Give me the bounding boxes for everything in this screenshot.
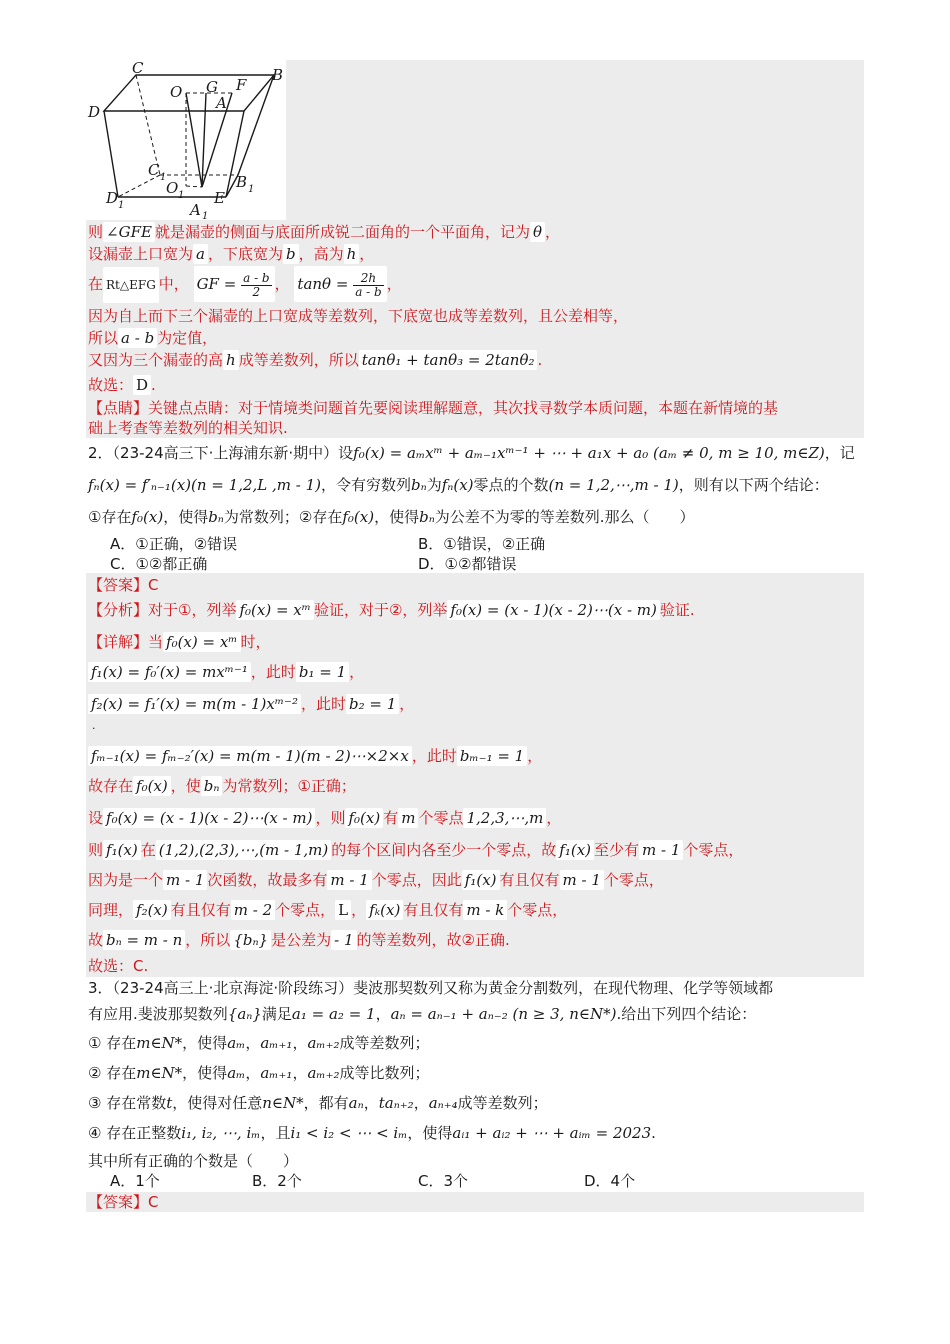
q2-detail-line6: 设 f₀(x) = (x - 1)(x - 2)⋯(x - m) ，则 f₀(x) 有 m 个零点 1,2,3,⋯,m ，	[88, 809, 562, 827]
q2-line1: 2．（23-24高三下·上海浦东新·期中）设f₀(x) = aₘxᵐ + aₘ₋₁xᵐ⁻¹ + ⋯ + a₁x + a₀ (aₘ ≠ 0, m ≥ 10, m∈Z)，记	[88, 444, 855, 462]
label-B1: B	[236, 173, 248, 191]
q3-statement-2: ② 存在m∈N*，使得aₘ，aₘ₊₁，aₘ₊₂成等比数列；	[88, 1064, 430, 1082]
label-G: G	[206, 78, 218, 96]
q2-option-a: A．①正确，②错误	[110, 535, 238, 553]
solution1-line1: 则 ∠GFE 就是漏壶的侧面与底面所成锐二面角的一个平面角，记为 θ ，	[88, 223, 560, 241]
q3-question: 其中所有正确的个数是（ ）	[88, 1152, 299, 1170]
q3-statement-1: ① 存在m∈N*，使得aₘ，aₘ₊₁，aₘ₊₂成等差数列；	[88, 1034, 430, 1052]
q2-detail-ellipsis: .	[92, 719, 96, 732]
q3-statement-4: ④ 存在正整数i₁, i₂, ⋯, iₘ，且i₁ < i₂ < ⋯ < iₘ，使得aᵢ₁ + aᵢ₂ + ⋯ + aᵢₘ = 2023.	[88, 1124, 656, 1142]
q2-answer: 【答案】C	[88, 576, 159, 594]
q3-answer: 【答案】C	[88, 1193, 159, 1211]
q2-detail-line7: 则 f₁(x) 在 (1,2),(2,3),⋯,(m - 1,m) 的每个区间内各至少一个零点，故 f₁(x) 至少有 m - 1 个零点，	[88, 841, 744, 859]
q2-option-b: B．①错误，②正确	[418, 535, 546, 553]
solution1-line5: 所以 a - b 为定值，	[88, 329, 218, 347]
q2-detail-line5: 故存在 f₀(x) ，使 bₙ 为常数列；①正确；	[88, 777, 356, 795]
q2-final-choice: 故选：C.	[88, 957, 149, 975]
solution1-line3: 在 Rt△EFG 中， GF = $\frac{a - b}{2}$ ， tanθ = $\frac{2h}{a - b}$ ，	[88, 266, 402, 303]
q2-analysis: 【分析】对于①，列举 f₀(x) = xᵐ 验证，对于②，列举 f₀(x) = (x - 1)(x - 2)⋯(x - m) 验证.	[88, 601, 695, 619]
label-B: B	[272, 66, 284, 84]
key-point-line1: 【点睛】关键点点睛：对于情境类问题首先要阅读理解题意，其次找寻数学本质问题，本题在新情境的基	[88, 399, 779, 417]
q2-detail-line10: 故 bₙ = m - n ，所以 {bₙ} 是公差为 - 1 的等差数列，故②正确.	[88, 931, 510, 949]
svg-text:1: 1	[248, 184, 255, 195]
label-C1: C	[148, 161, 160, 179]
label-O: O	[170, 83, 183, 101]
q2-option-c: C．①②都正确	[110, 555, 208, 573]
q3-option-d: D．4个	[584, 1172, 636, 1190]
answer-block-3	[86, 1192, 864, 1212]
q2-line3: ①存在f₀(x)，使得bₙ为常数列；②存在f₀(x)，使得bₙ为公差不为零的等差数列.那么（ ）	[88, 508, 695, 526]
key-point-line2: 础上考查等差数列的相关知识.	[88, 419, 288, 437]
solution1-line4: 因为自上而下三个漏壶的上口宽成等差数列，下底宽也成等差数列，且公差相等，	[88, 307, 629, 325]
svg-text:1: 1	[160, 172, 167, 183]
svg-text:1: 1	[178, 190, 185, 201]
solution1-line2: 设漏壶上口宽为 a ，下底宽为 b ，高为 h ，	[88, 245, 375, 263]
q2-detail-line2: f₁(x) = f₀′(x) = mxᵐ⁻¹ ，此时 b₁ = 1 ，	[88, 662, 364, 682]
q2-line2: fₙ(x) = f′ₙ₋₁(x)(n = 1,2,L ,m - 1)，令有穷数列bₙ为fₙ(x)零点的个数(n = 1,2,⋯,m - 1)，则有以下两个结论：	[88, 476, 829, 494]
q3-line1: 3．（23-24高三上·北京海淀·阶段练习）斐波那契数列又称为黄金分割数列，在现代物理、化学等领域都	[88, 979, 774, 997]
q3-statement-3: ③ 存在常数t，使得对任意n∈N*，都有aₙ，taₙ₊₂，aₙ₊₄成等差数列；	[88, 1094, 548, 1112]
q3-option-a: A．1个	[110, 1172, 160, 1190]
label-D: D	[88, 103, 101, 121]
funnel-diagram	[86, 60, 286, 220]
label-A: A	[216, 94, 227, 112]
label-C: C	[132, 60, 144, 77]
q2-option-d: D．①②都错误	[418, 555, 517, 573]
q3-option-c: C．3个	[418, 1172, 469, 1190]
q2-detail-line4: fₘ₋₁(x) = fₘ₋₂′(x) = m(m - 1)(m - 2)⋯×2×x ，此时 bₘ₋₁ = 1 ，	[88, 746, 542, 766]
q3-line2: 有应用.斐波那契数列{aₙ}满足a₁ = a₂ = 1，aₙ = aₙ₋₁ + aₙ₋₂ (n ≥ 3, n∈N*).给出下列四个结论：	[88, 1005, 757, 1023]
solution1-line7: 故选： D .	[88, 376, 156, 394]
q2-detail-line1: 【详解】当 f₀(x) = xᵐ 时，	[88, 633, 271, 651]
label-O1: O	[166, 179, 179, 197]
label-A1: A	[190, 201, 201, 219]
q3-option-b: B．2个	[252, 1172, 302, 1190]
q2-detail-line3: f₂(x) = f₁′(x) = m(m - 1)xᵐ⁻² ，此时 b₂ = 1 ，	[88, 694, 414, 714]
label-D1: D	[106, 189, 119, 207]
q2-detail-line9: 同理， f₂(x) 有且仅有 m - 2 个零点， L ， fₖ(x) 有且仅有 m - k 个零点，	[88, 901, 568, 919]
label-F: F	[236, 76, 247, 94]
solution1-line6: 又因为三个漏壶的高 h 成等差数列，所以 tanθ₁ + tanθ₃ = 2tanθ₂ .	[88, 351, 543, 369]
q2-detail-line8: 因为是一个 m - 1 次函数，故最多有 m - 1 个零点，因此 f₁(x) 有且仅有 m - 1 个零点，	[88, 871, 664, 889]
svg-text:1: 1	[202, 211, 209, 220]
label-E: E	[214, 189, 225, 207]
svg-text:1: 1	[118, 200, 125, 211]
